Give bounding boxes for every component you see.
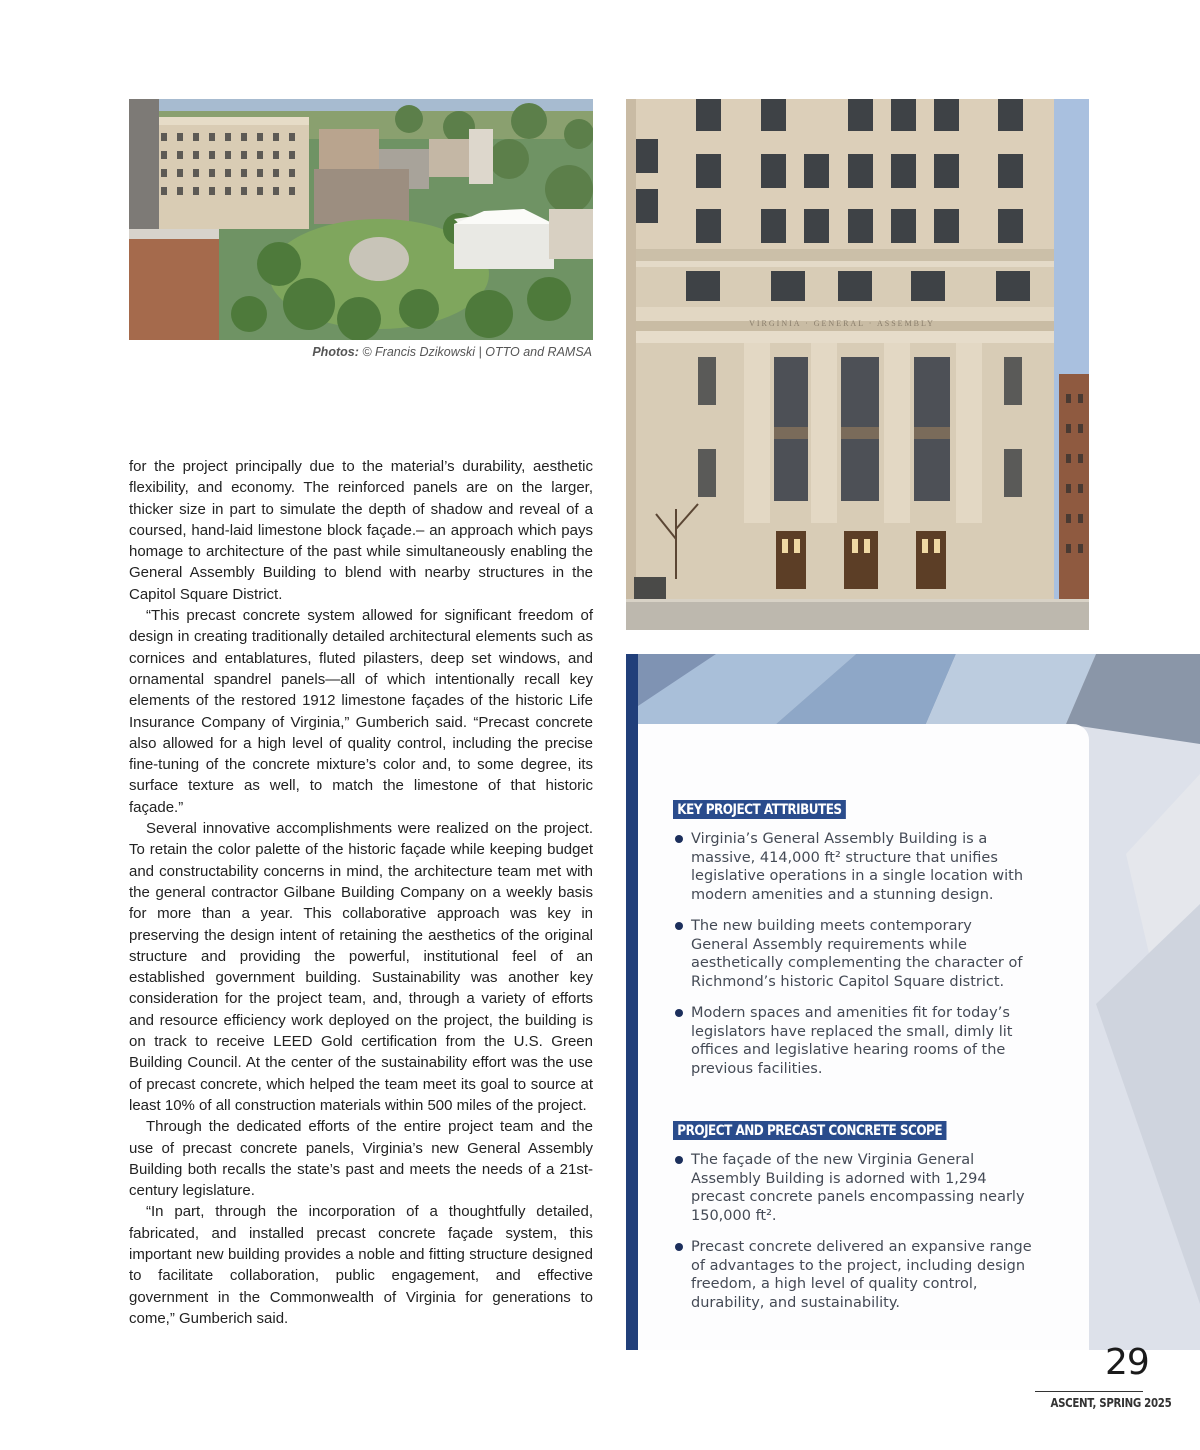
article-paragraph: Through the dedicated efforts of the entire project team and the use of precast concrete panels, Virginia’s new General Assembly Building both recalls the state’s past and meets the needs of a 21st-century legislature. — [129, 1118, 593, 1200]
list-item — [673, 1004, 1033, 1078]
article-paragraph: “In part, through the incorporation of a thoughtfully detailed, fabricated, and installed precast concrete façade system, this important new building provides a noble and fitting structure designed to facilitate collaboration, public engagement, and effective government in the Commonwealth of Virginia for generations to come,” Gumberich said. — [129, 1203, 593, 1327]
building-facade-photo — [626, 99, 1089, 630]
bullet-icon — [675, 835, 683, 843]
building-inscription: VIRGINIA · GENERAL · ASSEMBLY — [749, 319, 935, 328]
sidebar-accent-bar — [626, 654, 638, 1350]
key-attributes-list — [673, 830, 1033, 1091]
photo-credit-text: © Francis Dzikowski | OTTO and RAMSA — [362, 345, 592, 359]
key-attributes-heading: KEY PROJECT ATTRIBUTES — [673, 800, 846, 819]
bullet-icon — [675, 1009, 683, 1017]
project-scope-list — [673, 1151, 1033, 1325]
page-number: 29 — [1105, 1342, 1149, 1383]
list-item — [673, 1151, 1033, 1225]
aerial-photo — [129, 99, 593, 340]
photo-credit — [129, 345, 592, 359]
list-item-text: The new building meets contemporary General Assembly requirements while aesthetically complementing the character of Richmond’s historic Capitol Square district. — [691, 918, 1023, 990]
project-scope-heading: PROJECT AND PRECAST CONCRETE SCOPE — [673, 1121, 946, 1140]
bullet-icon — [675, 922, 683, 930]
bullet-icon — [675, 1156, 683, 1164]
article-paragraph: Several innovative accomplishments were realized on the project. To retain the color palette of the historic façade while keeping budget and constructability concerns in mind, the architecture team met with the general contractor Gilbane Building Company on a weekly basis for more than a year. This collaborative approach was key in preserving the design intent of retaining the aesthetics of the original structure and providing the powerful, institutional feel of an established government building. Sustainability was another key consideration for the project team, and, through a variety of efforts and resource efficiency work deployed on the project, the building is on track to receive LEED Gold certification from the U.S. Green Building Council. At the center of the sustainability effort was the use of precast concrete, which helped the team meet its goal to source at least 10% of all construction materials within 500 miles of the project. — [129, 820, 593, 1114]
article-body — [129, 456, 593, 1329]
list-item-text: Modern spaces and amenities fit for today’s legislators have replaced the small, dimly lit offices and legislative hearing rooms of the previous facilities. — [691, 1005, 1013, 1077]
bullet-icon — [675, 1243, 683, 1251]
list-item-text: Virginia’s General Assembly Building is a massive, 414,000 ft² structure that unifies legislative operations in a single location with modern amenities and a stunning design. — [691, 831, 1024, 903]
article-paragraph: “This precast concrete system allowed for significant freedom of design in creating traditionally detailed architectural elements such as cornices and entablatures, fluted pilasters, deep set windows, and ornamental spandrel panels—all of which intentionally recall key elements of the restored 1912 limestone façades of the historic Life Insurance Company of Virginia,” Gumberich said. “Precast concrete also allowed for a high level of quality control, including the precise fine-tuning of the concrete mixture’s color and, to some degree, its surface texture as well, to match the limestone of that historic façade.” — [129, 607, 593, 816]
list-item — [673, 917, 1033, 991]
publication-folio: ASCENT, SPRING 2025 — [1050, 1395, 1172, 1410]
list-item-text: The façade of the new Virginia General Assembly Building is adorned with 1,294 precast concrete panels encompassing nearly 150,000 ft². — [691, 1152, 1025, 1224]
folio-divider — [1035, 1391, 1143, 1392]
article-paragraph: for the project principally due to the material’s durability, aesthetic flexibility, and economy. The reinforced panels are on the larger, thicker size in part to simulate the depth of shadow and reveal of a coursed, hand-laid limestone block façade.– an approach which pays homage to architecture of the past while simultaneously enabling the General Assembly Building to blend with nearby structures in the Capitol Square District. — [129, 458, 593, 603]
photo-credit-label: Photos: — [312, 345, 359, 359]
list-item — [673, 1238, 1033, 1312]
list-item — [673, 830, 1033, 904]
list-item-text: Precast concrete delivered an expansive range of advantages to the project, including design freedom, a high level of quality control, durability, and sustainability. — [691, 1239, 1032, 1311]
